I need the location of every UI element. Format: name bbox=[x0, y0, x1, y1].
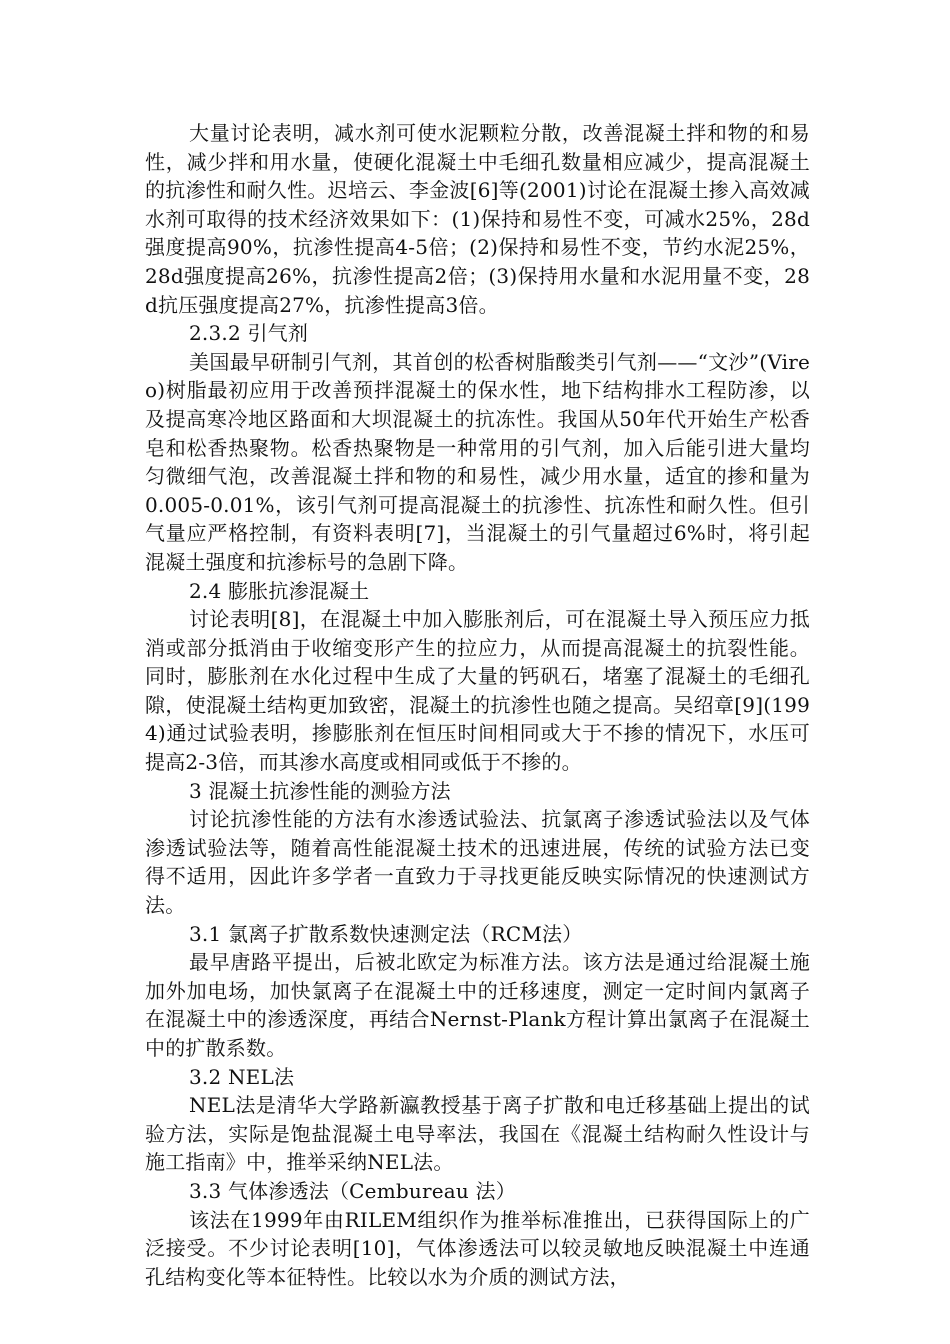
paragraph-cembureau-method: 该法在1999年由RILEM组织作为推举标准推出，已获得国际上的广泛接受。不少讨论表明[10]，气体渗透法可以较灵敏地反映混凝土中连通孔结构变化等本征特性。比较以水为介质的测试方法， bbox=[145, 1207, 810, 1289]
heading-2-3-2: 2.3.2 引气剂 bbox=[189, 321, 309, 346]
heading-2-4: 2.4 膨胀抗渗混凝土 bbox=[189, 578, 370, 603]
document-body bbox=[145, 119, 810, 1291]
paragraph-test-methods-intro: 讨论抗渗性能的方法有水渗透试验法、抗氯离子渗透试验法以及气体渗透试验法等，随着高性能混凝土技术的迅速进展，传统的试验方法已变得不适用，因此许多学者一直致力于寻找更能反映实际情况的快速测试方法。 bbox=[145, 807, 810, 918]
heading-3: 3 混凝土抗渗性能的测验方法 bbox=[189, 778, 451, 803]
heading-3-1: 3.1 氯离子扩散系数快速测定法（RCM法） bbox=[189, 921, 583, 946]
heading-3-3: 3.3 气体渗透法（Cembureau 法） bbox=[189, 1178, 516, 1203]
paragraph-water-reducer-research: 大量讨论表明，减水剂可使水泥颗粒分散，改善混凝土拌和物的和易性，减少拌和用水量，使硬化混凝土中毛细孔数量相应减少，提高混凝土的抗渗性和耐久性。迟培云、李金波[6]等(2001)讨论在混凝土掺入高效减水剂可取得的技术经济效果如下：(1)保持和易性不变，可减水25%，28d强度提高90%，抗渗性提高4-5倍；(2)保持和易性不变，节约水泥25%，28d强度提高26%，抗渗性提高2倍；(3)保持用水量和水泥用量不变，28d抗压强度提高27%，抗渗性提高3倍。 bbox=[145, 121, 810, 317]
paragraph-air-entraining-agent: 美国最早研制引气剂，其首创的松香树脂酸类引气剂——“文沙”(Vireo)树脂最初应用于改善预拌混凝土的保水性，地下结构排水工程防渗，以及提高寒冷地区路面和大坝混凝土的抗冻性。我国从50年代开始生产松香皂和松香热聚物。松香热聚物是一种常用的引气剂，加入后能引进大量均匀微细气泡，改善混凝土拌和物的和易性，减少用水量，适宜的掺和量为0.005-0.01%，该引气剂可提高混凝土的抗渗性、抗冻性和耐久性。但引气量应严格控制，有资料表明[7]，当混凝土的引气量超过6%时，将引起混凝土强度和抗渗标号的急剧下降。 bbox=[145, 349, 810, 574]
paragraph-expansive-concrete: 讨论表明[8]，在混凝土中加入膨胀剂后，可在混凝土导入预压应力抵消或部分抵消由于收缩变形产生的拉应力，从而提高混凝土的抗裂性能。同时，膨胀剂在水化过程中生成了大量的钙矾石，堵塞了混凝土的毛细孔隙，使混凝土结构更加致密，混凝土的抗渗性也随之提高。吴绍章[9](1994)通过试验表明，掺膨胀剂在恒压时间相同或大于不掺的情况下，水压可提高2-3倍，而其渗水高度或相同或低于不掺的。 bbox=[145, 607, 810, 775]
paragraph-nel-method: NEL法是清华大学路新瀛教授基于离子扩散和电迁移基础上提出的试验方法，实际是饱盐混凝土电导率法，我国在《混凝土结构耐久性设计与施工指南》中，推举采纳NEL法。 bbox=[145, 1093, 810, 1175]
paragraph-rcm-method: 最早唐路平提出，后被北欧定为标准方法。该方法是通过给混凝土施加外加电场，加快氯离子在混凝土中的迁移速度，测定一定时间内氯离子在混凝土中的渗透深度，再结合Nernst-Plank方程计算出氯离子在混凝土中的扩散系数。 bbox=[145, 950, 810, 1060]
heading-3-2: 3.2 NEL法 bbox=[189, 1064, 295, 1089]
